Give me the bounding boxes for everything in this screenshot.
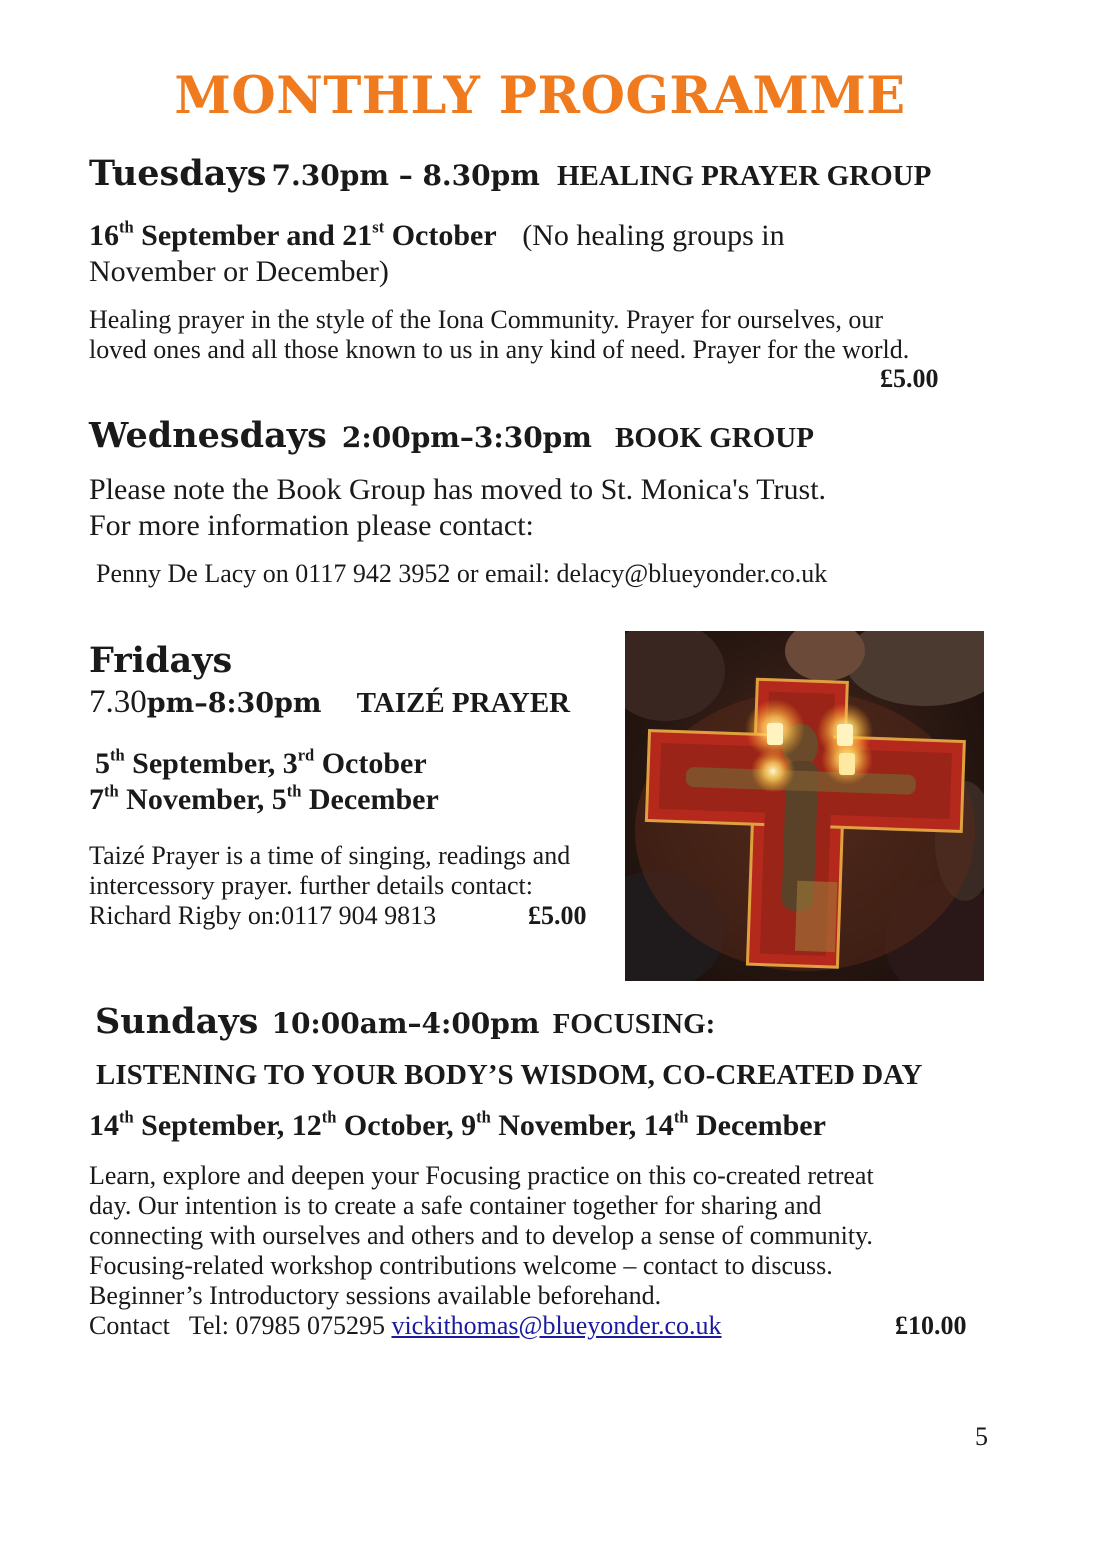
friday-desc-line3: Richard Rigby on:0117 904 9813 [89, 901, 437, 930]
sunday-d1: 14 [89, 1109, 119, 1142]
taize-cross-photo [625, 631, 984, 981]
sunday-d2-rest: October, 9 [336, 1109, 477, 1142]
cross-illustration [625, 631, 984, 981]
sunday-desc-line3: connecting with ourselves and others and to develop a sense of community. [89, 1221, 873, 1250]
page-title: MONTHLY PROGRAMME [174, 66, 906, 126]
sunday-event: FOCUSING: [552, 1008, 716, 1040]
wednesday-event: BOOK GROUP [614, 422, 814, 454]
tuesday-note-b: November or December) [89, 255, 389, 288]
sunday-contact-email-link[interactable]: vickithomas@blueyonder.co.uk [391, 1311, 722, 1340]
tuesday-desc-line1: Healing prayer in the style of the Iona Community. Prayer for ourselves, our [89, 305, 883, 334]
tuesday-date1-rest: September and 21 [133, 219, 373, 252]
sunday-d3-rest: November, 14 [490, 1109, 674, 1142]
sunday-heading [95, 1001, 715, 1042]
tuesday-event: HEALING PRAYER GROUP [556, 160, 932, 192]
sunday-contact-label: Contact Tel: 07985 075295 [89, 1311, 392, 1340]
sunday-dates [89, 1108, 826, 1144]
tuesday-date1-num: 16 [89, 219, 119, 252]
tuesday-day: Tuesdays [89, 153, 267, 194]
friday-desc-line1: Taizé Prayer is a time of singing, readings and [89, 841, 571, 870]
sunday-contact [89, 1311, 722, 1341]
wednesday-day: Wednesdays [89, 415, 327, 456]
tuesday-heading [89, 153, 931, 194]
friday-desc-line2: intercessory prayer. further details contact: [89, 871, 533, 900]
wednesday-note-line1: Please note the Book Group has moved to St. Monica's Trust. [89, 473, 827, 506]
page-number: 5 [975, 1422, 988, 1451]
friday-d1-sup: th [110, 745, 125, 765]
friday-price: £5.00 [528, 901, 587, 930]
tuesday-desc-line2: loved ones and all those known to us in any kind of need. Prayer for the world. [89, 335, 910, 364]
sunday-day: Sundays [95, 1001, 259, 1042]
friday-dates-line1 [95, 746, 427, 782]
tuesday-date1-sup2: st [372, 217, 385, 237]
friday-day: Fridays [89, 640, 233, 681]
sunday-price: £10.00 [895, 1311, 967, 1340]
tuesday-time: 7.30pm – 8.30pm [271, 159, 540, 192]
wednesday-heading [89, 415, 814, 456]
friday-d1-rest: September, 3 [124, 747, 298, 780]
friday-d4-rest: December [301, 783, 439, 816]
friday-d2-rest: October [314, 747, 427, 780]
sunday-d1-sup: th [119, 1107, 134, 1127]
sunday-time: 10:00am–4:00pm [271, 1007, 540, 1040]
sunday-d1-rest: September, 12 [133, 1109, 322, 1142]
friday-event: TAIZÉ PRAYER [356, 687, 571, 719]
friday-d1: 5 [95, 747, 110, 780]
tuesday-note-a: (No healing groups in [522, 219, 785, 252]
friday-time-end: pm–8:30pm [146, 688, 322, 719]
sunday-subtitle: LISTENING TO YOUR BODY’S WISDOM, CO-CREATED DAY [96, 1059, 923, 1091]
friday-d3-sup: th [104, 781, 119, 801]
wednesday-time: 2:00pm–3:30pm [341, 421, 592, 454]
sunday-desc-line5: Beginner’s Introductory sessions available beforehand. [89, 1281, 662, 1310]
wednesday-note-line2: For more information please contact: [89, 509, 534, 542]
friday-d4-sup: th [286, 781, 302, 801]
sunday-d4-rest: December [688, 1109, 826, 1142]
tuesday-price: £5.00 [880, 364, 939, 393]
friday-time-start: 7.30 [89, 684, 147, 720]
sunday-desc-line2: day. Our intention is to create a safe container together for sharing and [89, 1191, 822, 1220]
friday-d3-rest: November, 5 [118, 783, 287, 816]
sunday-d4-sup: th [673, 1107, 689, 1127]
tuesday-date1-sup: th [119, 217, 134, 237]
tuesday-dates [89, 218, 785, 254]
friday-heading [89, 684, 570, 721]
sunday-d2-sup: th [321, 1107, 337, 1127]
sunday-desc-line4: Focusing-related workshop contributions welcome – contact to discuss. [89, 1251, 833, 1280]
friday-d3: 7 [89, 783, 104, 816]
friday-dates-line2 [89, 782, 439, 818]
wednesday-contact: Penny De Lacy on 0117 942 3952 or email: delacy@blueyonder.co.uk [96, 559, 828, 588]
friday-d2-sup: rd [297, 745, 315, 765]
sunday-d3-sup: th [476, 1107, 491, 1127]
sunday-desc-line1: Learn, explore and deepen your Focusing practice on this co-created retreat [89, 1161, 874, 1190]
tuesday-date1-rest2: October [384, 219, 497, 252]
